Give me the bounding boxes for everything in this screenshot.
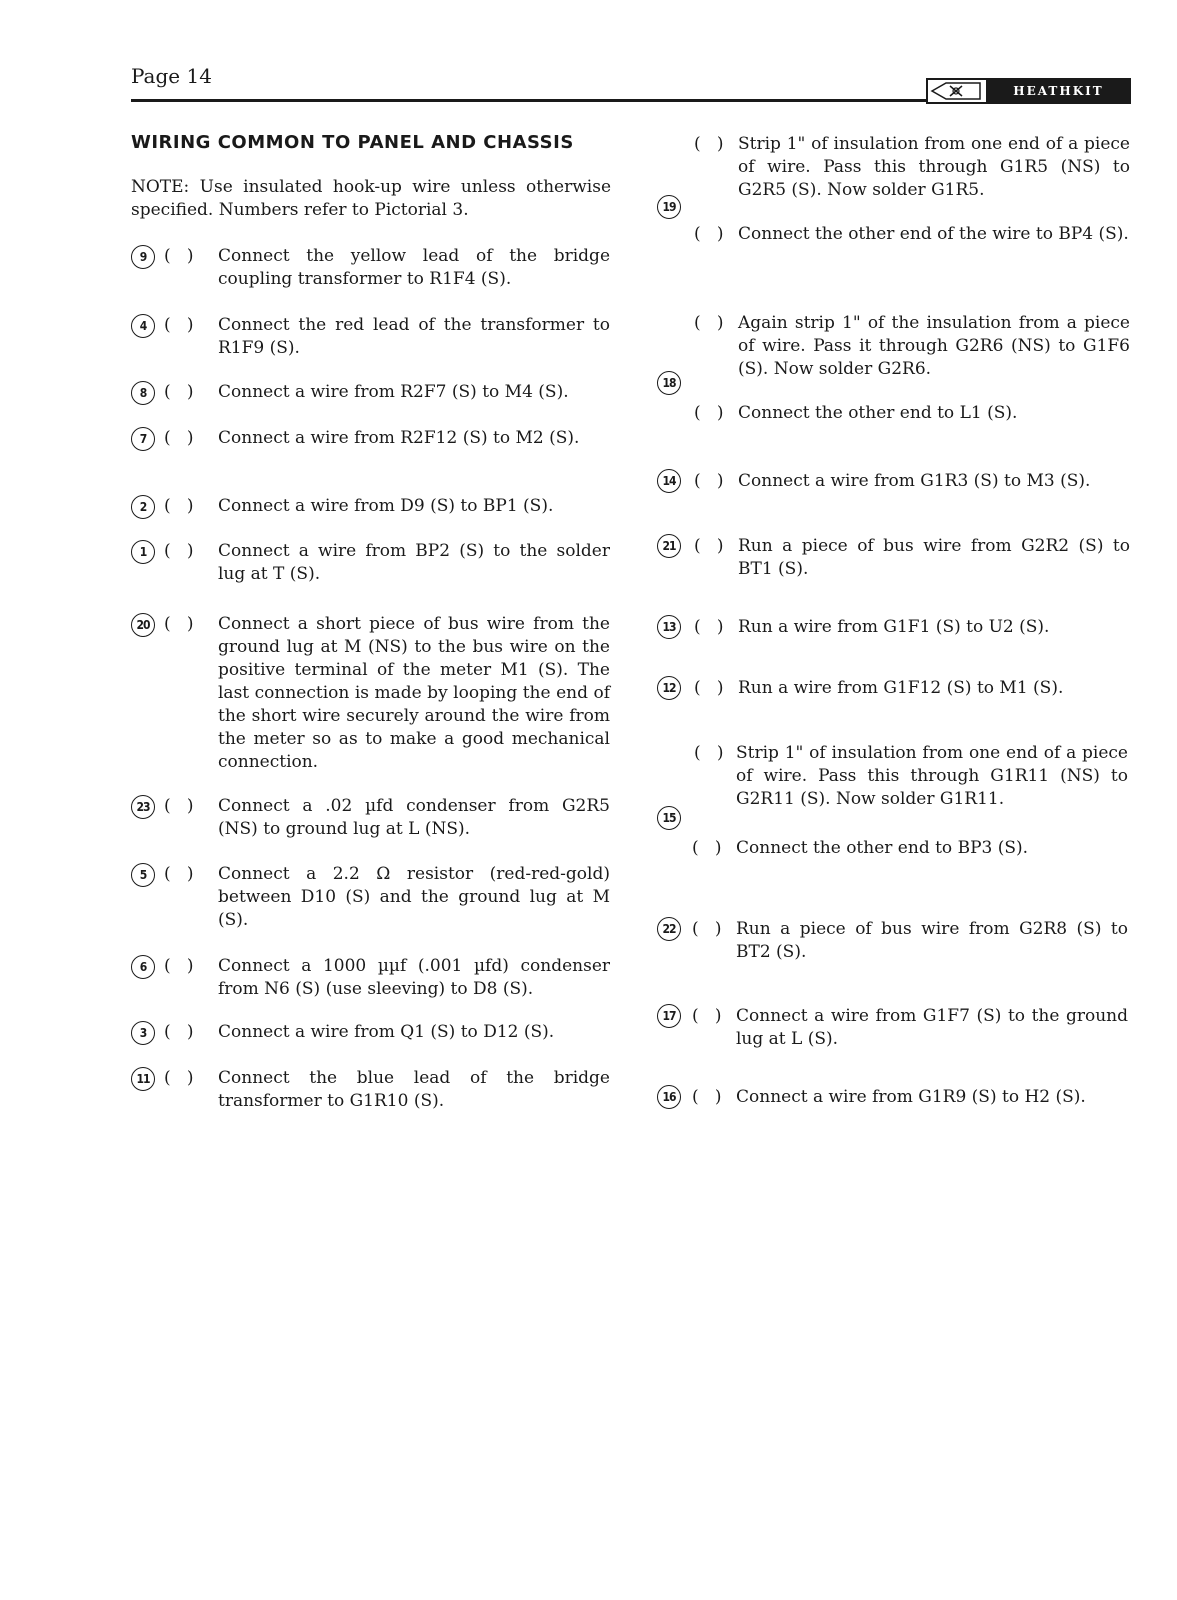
step-checkbox[interactable]: ( ): [164, 1022, 194, 1042]
step-checkbox[interactable]: ( ): [694, 403, 724, 423]
step-text: Run a piece of bus wire from G2R8 (S) to BT2 (S).: [736, 919, 1128, 962]
step-checkbox[interactable]: ( ): [694, 224, 724, 244]
step-text: Connect a wire from R2F12 (S) to M2 (S).: [218, 428, 580, 448]
step-checkbox[interactable]: ( ): [692, 1006, 722, 1026]
step-checkbox[interactable]: ( ): [164, 541, 194, 561]
step-number-badge: 2: [131, 495, 155, 519]
heathkit-logo: [926, 78, 1131, 104]
step-text: Connect the blue lead of the bridge transformer to G1R10 (S).: [218, 1068, 610, 1111]
step-checkbox[interactable]: ( ): [164, 428, 194, 448]
step-checkbox[interactable]: ( ): [164, 315, 194, 335]
step-checkbox[interactable]: ( ): [694, 536, 724, 556]
step-text: Run a piece of bus wire from G2R2 (S) to BT1 (S).: [738, 536, 1130, 579]
step-checkbox[interactable]: ( ): [692, 1087, 722, 1107]
step-number-badge: 13: [657, 615, 681, 639]
step-text: Connect the other end to BP3 (S).: [736, 838, 1029, 858]
step-text: Strip 1" of insulation from one end of a piece of wire. Pass this through G1R11 (NS) to G2R11 (S). Now solder G1R11.: [736, 743, 1128, 809]
step-checkbox[interactable]: ( ): [164, 864, 194, 884]
step-checkbox[interactable]: ( ): [164, 956, 194, 976]
brand-wordmark: HEATHKIT: [988, 80, 1129, 102]
step-text: Connect a 2.2 Ω resistor (red-red-gold) between D10 (S) and the ground lug at M (S).: [218, 864, 610, 930]
step-checkbox[interactable]: ( ): [692, 838, 722, 858]
step-text: Connect a wire from BP2 (S) to the solder lug at T (S).: [218, 541, 610, 584]
step-text: Strip 1" of insulation from one end of a piece of wire. Pass this through G1R5 (NS) to G2R5 (S). Now solder G1R5.: [738, 134, 1130, 200]
step-text: Connect the other end to L1 (S).: [738, 403, 1018, 423]
step-text: Connect a wire from Q1 (S) to D12 (S).: [218, 1022, 555, 1042]
step-checkbox[interactable]: ( ): [164, 496, 194, 516]
step-text: Connect a wire from G1R3 (S) to M3 (S).: [738, 471, 1091, 491]
step-number-badge: 9: [131, 245, 155, 269]
step-number-badge: 15: [657, 806, 681, 830]
step-number-badge: 20: [131, 613, 155, 637]
step-text: Connect a short piece of bus wire from the ground lug at M (NS) to the bus wire on the positive terminal of the meter M1 (S). The last connection is made by looping the end of the short wire securely around the wire from the meter so as to make a good mechanical connection.: [218, 614, 610, 772]
step-checkbox[interactable]: ( ): [164, 1068, 194, 1088]
step-number-badge: 8: [131, 381, 155, 405]
step-text: Connect a .02 µfd condenser from G2R5 (NS) to ground lug at L (NS).: [218, 796, 610, 839]
step-text: Connect a 1000 µµf (.001 µfd) condenser from N6 (S) (use sleeving) to D8 (S).: [218, 956, 610, 999]
step-text: Connect the yellow lead of the bridge coupling transformer to R1F4 (S).: [218, 246, 610, 289]
step-text: Connect a wire from G1R9 (S) to H2 (S).: [736, 1087, 1086, 1107]
step-number-badge: 21: [657, 534, 681, 558]
step-number-badge: 11: [131, 1067, 155, 1091]
step-number-badge: 3: [131, 1021, 155, 1045]
step-number-badge: 6: [131, 955, 155, 979]
step-number-badge: 7: [131, 427, 155, 451]
step-number-badge: 5: [131, 863, 155, 887]
step-text: Again strip 1" of the insulation from a piece of wire. Pass it through G2R6 (NS) to G1F6 (S). Now solder G2R6.: [738, 313, 1130, 379]
step-number-badge: 12: [657, 676, 681, 700]
step-checkbox[interactable]: ( ): [694, 743, 724, 763]
step-text: Connect a wire from R2F7 (S) to M4 (S).: [218, 382, 569, 402]
step-number-badge: 17: [657, 1004, 681, 1028]
step-number-badge: 14: [657, 469, 681, 493]
step-number-badge: 1: [131, 540, 155, 564]
step-number-badge: 19: [657, 195, 681, 219]
page-number: Page 14: [131, 64, 212, 88]
step-checkbox[interactable]: ( ): [164, 796, 194, 816]
step-checkbox[interactable]: ( ): [164, 246, 194, 266]
step-checkbox[interactable]: ( ): [694, 471, 724, 491]
step-number-badge: 18: [657, 371, 681, 395]
step-text: Connect a wire from D9 (S) to BP1 (S).: [218, 496, 554, 516]
step-text: Connect the red lead of the transformer to R1F9 (S).: [218, 315, 610, 358]
step-text: Connect a wire from G1F7 (S) to the ground lug at L (S).: [736, 1006, 1128, 1049]
step-text: Run a wire from G1F12 (S) to M1 (S).: [738, 678, 1064, 698]
step-text: Connect the other end of the wire to BP4 (S).: [738, 224, 1129, 244]
step-checkbox[interactable]: ( ): [694, 313, 724, 333]
intro-note: NOTE: Use insulated hook-up wire unless otherwise specified. Numbers refer to Pictorial 3.: [131, 177, 611, 220]
step-checkbox[interactable]: ( ): [692, 919, 722, 939]
step-number-badge: 23: [131, 795, 155, 819]
logo-emblem-icon: [928, 80, 988, 102]
step-checkbox[interactable]: ( ): [164, 614, 194, 634]
step-number-badge: 4: [131, 314, 155, 338]
step-number-badge: 22: [657, 917, 681, 941]
step-checkbox[interactable]: ( ): [694, 617, 724, 637]
step-number-badge: 16: [657, 1085, 681, 1109]
step-checkbox[interactable]: ( ): [694, 134, 724, 154]
section-title: WIRING COMMON TO PANEL AND CHASSIS: [131, 132, 574, 153]
step-checkbox[interactable]: ( ): [694, 678, 724, 698]
step-checkbox[interactable]: ( ): [164, 382, 194, 402]
step-text: Run a wire from G1F1 (S) to U2 (S).: [738, 617, 1050, 637]
